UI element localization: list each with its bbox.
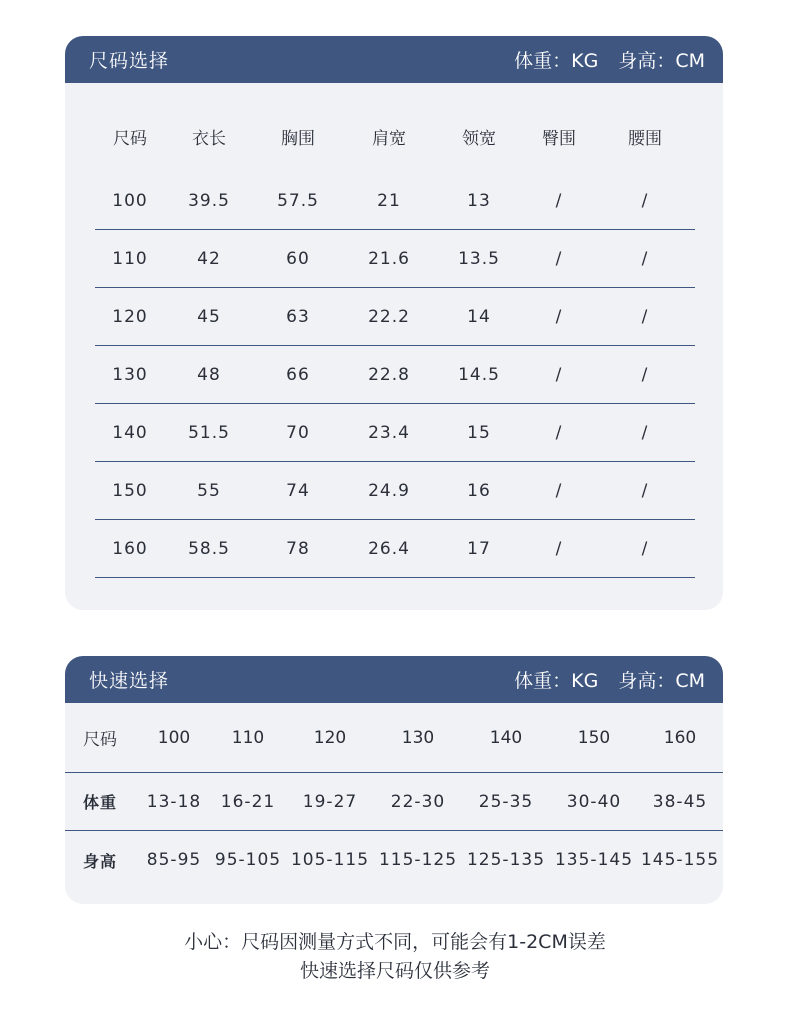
- row-label: 身高: [83, 851, 118, 871]
- table-cell: 160: [112, 538, 148, 559]
- table-cell: 58.5: [188, 538, 230, 559]
- size-chart-header: [65, 36, 723, 83]
- table-cell: /: [555, 538, 563, 559]
- table-cell: 150: [577, 727, 611, 748]
- table-cell: 63: [286, 306, 310, 327]
- table-cell: 16: [467, 480, 491, 501]
- size-chart-units: [514, 46, 705, 73]
- quick-row: [65, 773, 723, 831]
- table-cell: 25-35: [478, 791, 534, 812]
- table-row: [95, 346, 695, 404]
- table-cell: 66: [286, 364, 310, 385]
- size-chart-title: 尺码选择: [89, 50, 170, 72]
- table-cell: 26.4: [368, 538, 410, 559]
- table-cell: 150: [112, 480, 148, 501]
- size-table: [95, 83, 695, 578]
- table-cell: 15: [467, 422, 491, 443]
- unit-weight-label: 体重：KG: [514, 670, 599, 692]
- column-header: 领宽: [462, 129, 496, 149]
- table-cell: 130: [112, 364, 148, 385]
- table-cell: 24.9: [368, 480, 410, 501]
- table-cell: 105-115: [290, 850, 370, 870]
- table-cell: 160: [663, 727, 697, 748]
- unit-weight-label: 体重：KG: [514, 50, 599, 72]
- table-cell: 23.4: [368, 422, 410, 443]
- table-cell: 100: [112, 190, 148, 211]
- table-cell: 22-30: [390, 791, 446, 812]
- table-cell: 85-95: [146, 850, 202, 870]
- table-cell: /: [641, 538, 649, 559]
- size-table-body: [95, 172, 695, 578]
- table-cell: 13.5: [458, 248, 500, 269]
- table-cell: /: [641, 480, 649, 501]
- quick-row: [65, 831, 723, 889]
- table-cell: 140: [489, 727, 523, 748]
- table-cell: 39.5: [188, 190, 230, 211]
- quick-select-units: [514, 666, 705, 693]
- quick-row: [65, 703, 723, 773]
- unit-height-label: 身高：CM: [618, 670, 705, 692]
- table-cell: 21.6: [368, 248, 410, 269]
- table-cell: 74: [286, 480, 310, 501]
- table-cell: 30-40: [566, 791, 622, 812]
- table-row: [95, 288, 695, 346]
- row-label: 体重: [83, 793, 118, 812]
- table-cell: 120: [112, 306, 148, 327]
- table-cell: 55: [197, 480, 221, 501]
- table-cell: 115-125: [378, 850, 458, 870]
- table-cell: 19-27: [302, 791, 358, 812]
- table-cell: 48: [197, 364, 221, 385]
- table-cell: 45: [197, 306, 221, 327]
- footnote-warning: 小心：尺码因测量方式不同，可能会有1-2CM误差: [184, 931, 606, 953]
- table-cell: /: [555, 190, 563, 211]
- column-header: 胸围: [281, 129, 315, 149]
- footnote: [0, 928, 790, 986]
- table-cell: /: [555, 480, 563, 501]
- table-cell: /: [641, 190, 649, 211]
- table-cell: /: [555, 306, 563, 327]
- quick-select-card: [65, 656, 723, 904]
- column-header: 衣长: [192, 129, 226, 149]
- footnote-reference: 快速选择尺码仅供参考: [299, 960, 490, 982]
- quick-select-title: 快速选择: [89, 670, 170, 692]
- column-header: 肩宽: [372, 129, 406, 149]
- table-row: [95, 520, 695, 578]
- table-cell: 14.5: [458, 364, 500, 385]
- quick-select-table: [65, 703, 723, 889]
- unit-height-label: 身高：CM: [618, 50, 705, 72]
- table-cell: /: [555, 364, 563, 385]
- table-cell: /: [641, 248, 649, 269]
- table-cell: 95-105: [214, 850, 282, 870]
- table-cell: 135-145: [554, 850, 634, 870]
- table-cell: 110: [231, 727, 265, 748]
- table-cell: /: [641, 306, 649, 327]
- quick-select-header: [65, 656, 723, 703]
- table-cell: 13: [467, 190, 491, 211]
- size-table-header: [95, 83, 695, 182]
- table-cell: /: [555, 248, 563, 269]
- table-cell: /: [641, 422, 649, 443]
- table-cell: 14: [467, 306, 491, 327]
- table-row: [95, 404, 695, 462]
- table-cell: /: [555, 422, 563, 443]
- table-cell: 22.8: [368, 364, 410, 385]
- table-cell: 125-135: [466, 850, 546, 870]
- table-row: [95, 172, 695, 230]
- table-cell: 13-18: [146, 791, 202, 812]
- table-cell: 130: [401, 727, 435, 748]
- table-cell: 110: [112, 248, 148, 269]
- table-cell: 70: [286, 422, 310, 443]
- table-cell: 22.2: [368, 306, 410, 327]
- table-row: [95, 462, 695, 520]
- row-label: 尺码: [83, 730, 117, 750]
- size-chart-card: [65, 36, 723, 610]
- column-header: 臀围: [542, 129, 576, 149]
- table-cell: 78: [286, 538, 310, 559]
- column-header: 尺码: [113, 129, 147, 149]
- table-cell: 145-155: [640, 850, 720, 870]
- table-cell: /: [641, 364, 649, 385]
- table-row: [95, 230, 695, 288]
- table-cell: 42: [197, 248, 221, 269]
- table-cell: 17: [467, 538, 491, 559]
- table-cell: 57.5: [277, 190, 319, 211]
- table-cell: 38-45: [652, 791, 708, 812]
- table-cell: 120: [313, 727, 347, 748]
- table-cell: 51.5: [188, 422, 230, 443]
- table-cell: 60: [286, 248, 310, 269]
- table-cell: 16-21: [220, 791, 276, 812]
- table-cell: 21: [377, 190, 401, 211]
- table-cell: 140: [112, 422, 148, 443]
- column-header: 腰围: [628, 129, 662, 149]
- table-cell: 100: [157, 727, 191, 748]
